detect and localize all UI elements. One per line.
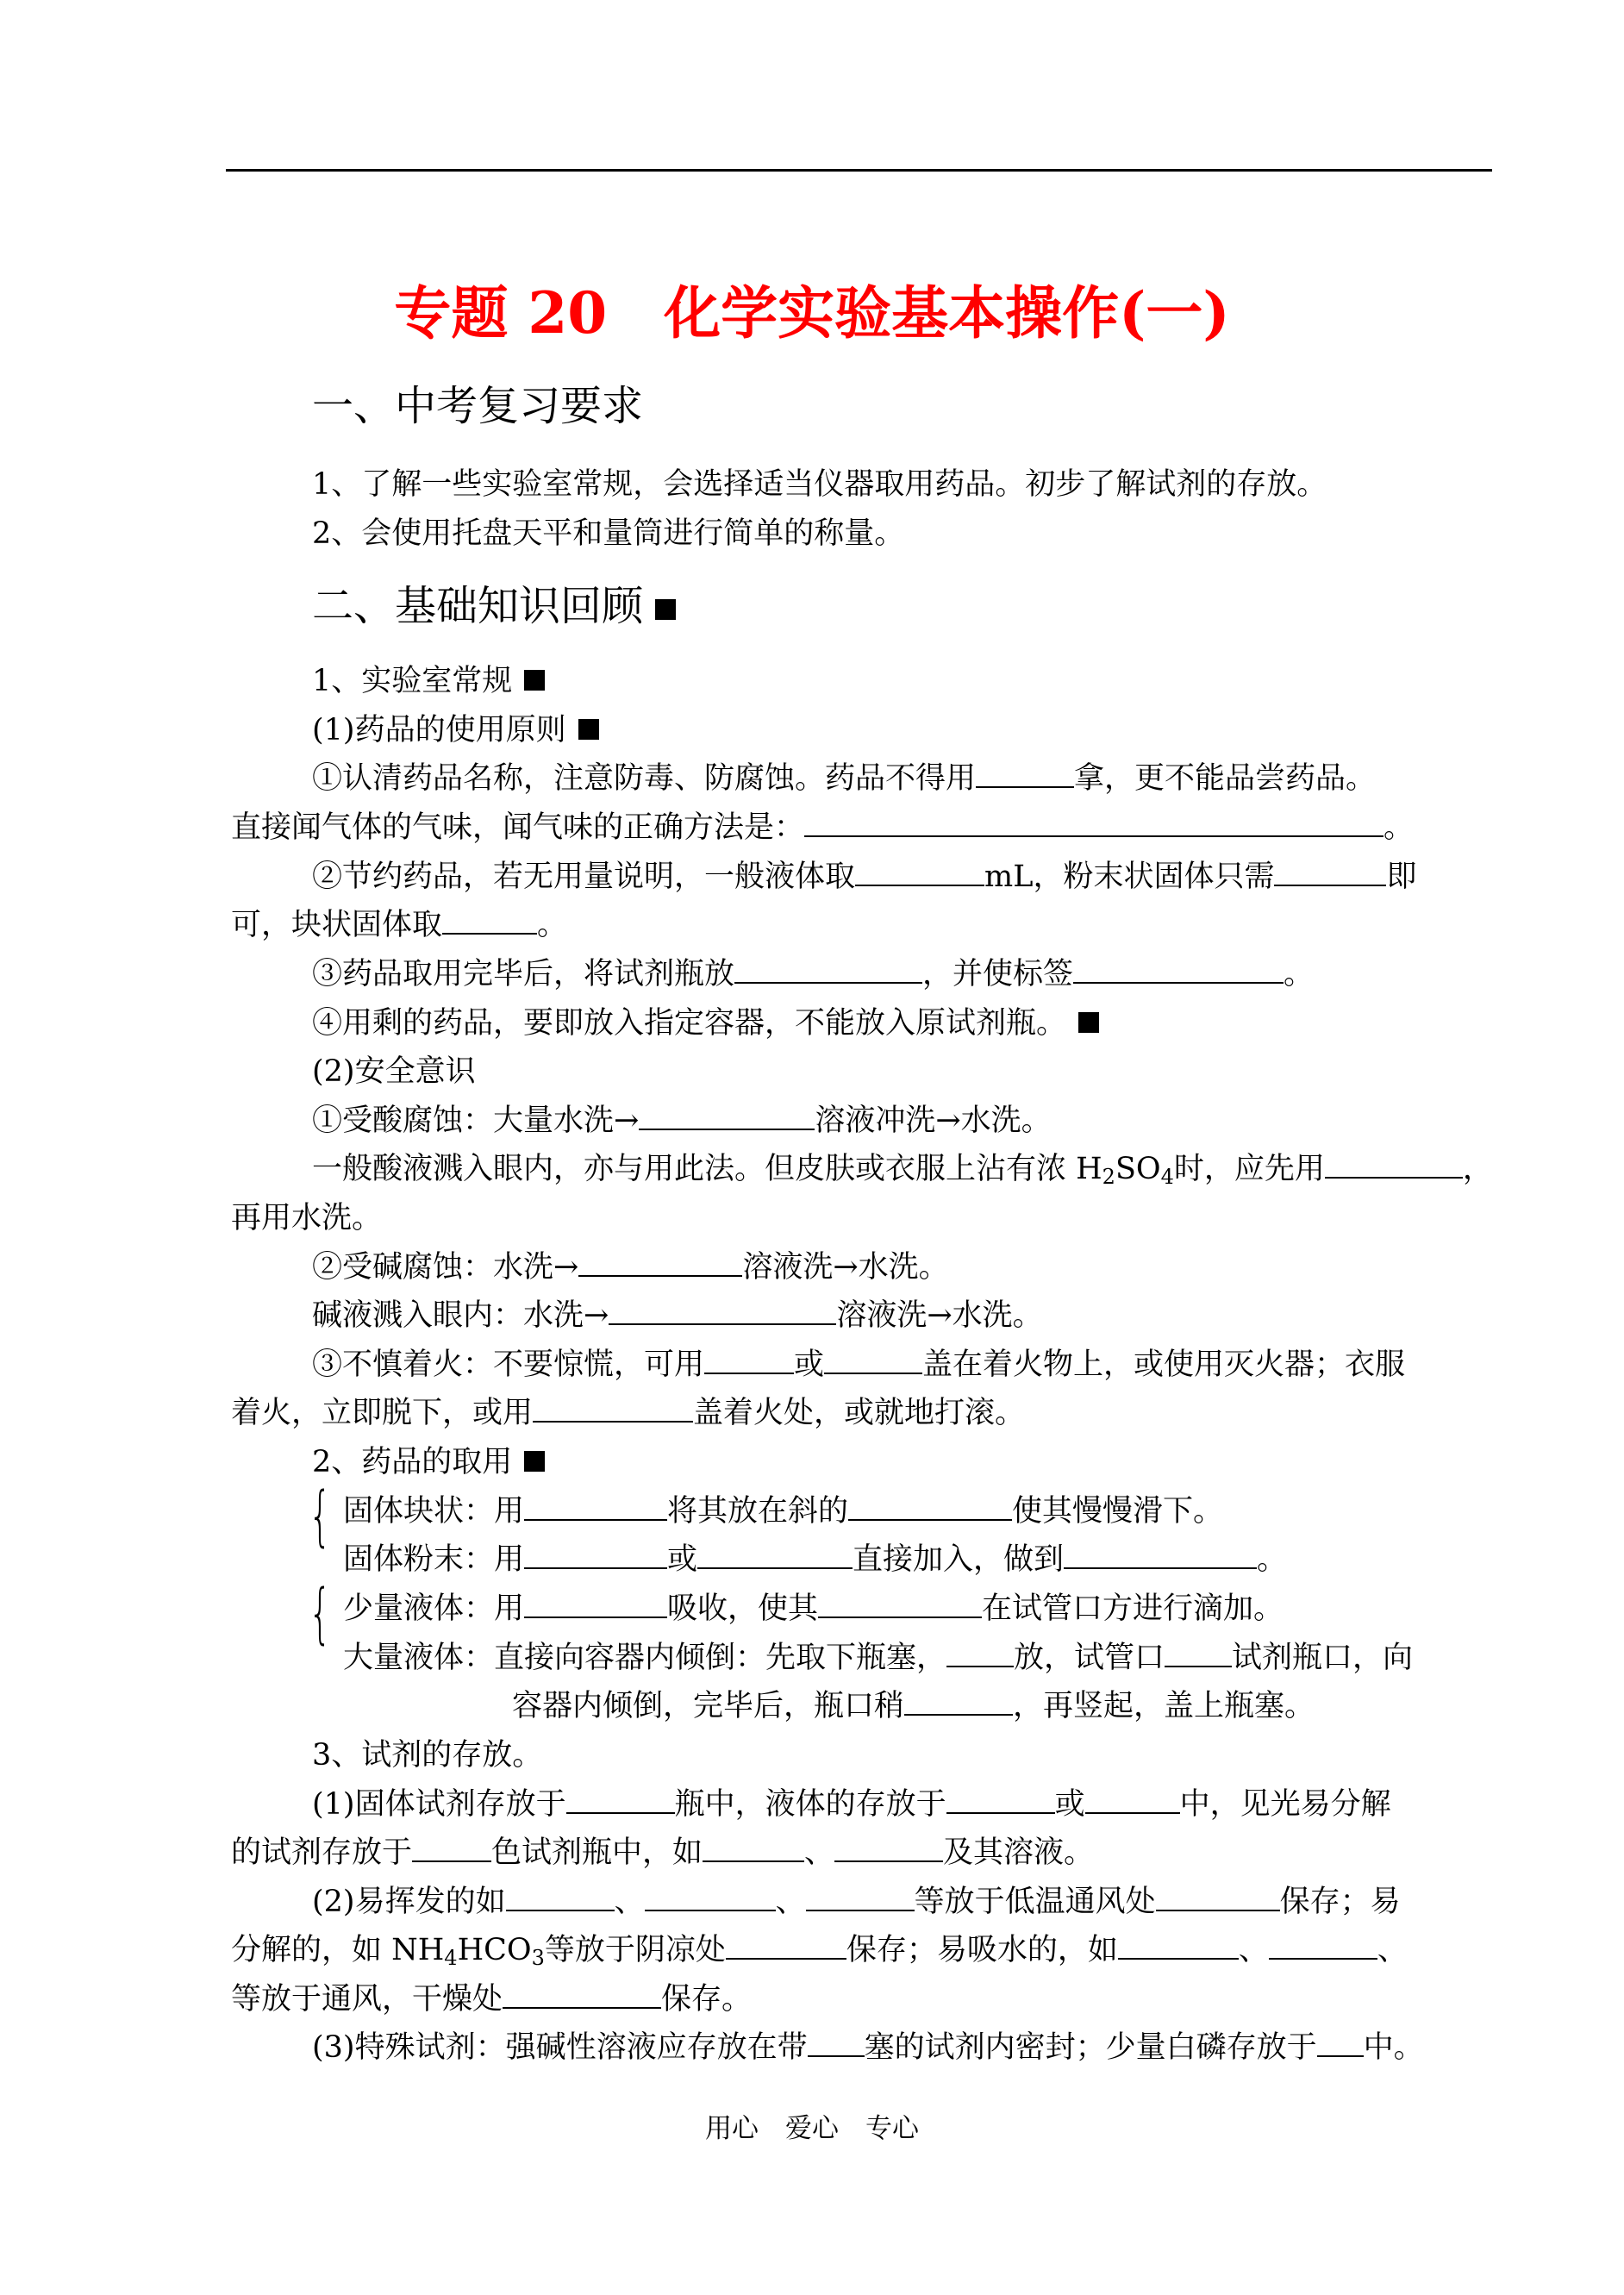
fill-blank[interactable] bbox=[1156, 1884, 1280, 1911]
fill-blank[interactable] bbox=[824, 1347, 922, 1374]
square-mark-icon bbox=[1078, 1012, 1099, 1033]
fill-blank[interactable] bbox=[818, 1591, 982, 1618]
fill-blank[interactable] bbox=[524, 1591, 667, 1618]
text-line: 容器内倾倒，完毕后，瓶口稍 ，再竖起，盖上瓶塞。 bbox=[512, 1689, 1315, 1723]
fill-blank[interactable] bbox=[412, 1835, 491, 1862]
fill-blank[interactable] bbox=[1317, 2029, 1364, 2057]
text-line: 着火，立即脱下，或用 盖着火处，或就地打滚。 bbox=[231, 1396, 1026, 1430]
fill-blank[interactable] bbox=[848, 1493, 1012, 1521]
fill-blank[interactable] bbox=[645, 1884, 776, 1911]
text-line: 碱液溅入眼内：水洗→ 溶液洗→水洗。 bbox=[312, 1298, 1043, 1333]
requirement-2: 2、会使用托盘天平和量筒进行简单的称量。 bbox=[312, 516, 905, 551]
text-line: 大量液体：直接向容器内倾倒：先取下瓶塞， 放，试管口 试剂瓶口，向 bbox=[343, 1641, 1414, 1675]
fill-blank[interactable] bbox=[1118, 1932, 1239, 1960]
page-title: 专题 20 化学实验基本操作(一) bbox=[394, 279, 1230, 347]
fill-blank[interactable] bbox=[834, 1835, 943, 1862]
fill-blank[interactable] bbox=[808, 2029, 865, 2057]
fill-blank[interactable] bbox=[946, 1640, 1014, 1667]
text-line: 直接闻气体的气味，闻气味的正确方法是： 。 bbox=[231, 810, 1415, 845]
fill-blank[interactable] bbox=[1085, 1786, 1180, 1814]
fill-blank[interactable] bbox=[704, 1347, 794, 1374]
text-line: 的试剂存放于 色试剂瓶中，如 、 及其溶液。 bbox=[231, 1835, 1095, 1870]
fill-blank[interactable] bbox=[503, 1981, 661, 2009]
subheading-storage: 3、试剂的存放。 bbox=[312, 1738, 543, 1773]
text-line: (1)固体试剂存放于 瓶中，液体的存放于 或 中，见光易分解 bbox=[312, 1787, 1391, 1822]
square-mark-icon bbox=[655, 599, 676, 620]
text-line: 再用水洗。 bbox=[231, 1201, 383, 1235]
text-line: 可，块状固体取 。 bbox=[231, 908, 568, 942]
fill-blank[interactable] bbox=[904, 1688, 1013, 1716]
fill-blank[interactable] bbox=[946, 1786, 1055, 1814]
section-heading-2: 二、基础知识回顾 bbox=[312, 579, 676, 633]
text-line: 等放于通风，干燥处 保存。 bbox=[231, 1982, 753, 2017]
fill-blank[interactable] bbox=[442, 907, 537, 935]
fill-blank[interactable] bbox=[1073, 956, 1284, 984]
fill-blank[interactable] bbox=[1064, 1541, 1257, 1569]
square-mark-icon bbox=[524, 1451, 545, 1472]
text-line: ④用剩的药品，要即放入指定容器，不能放入原试剂瓶。 bbox=[312, 1004, 1099, 1043]
square-mark-icon bbox=[524, 670, 545, 691]
text-line: (3)特殊试剂：强碱性溶液应存放在带 塞的试剂内密封；少量白磷存放于 中。 bbox=[312, 2030, 1424, 2065]
text-line: 一般酸液溅入眼内，亦与用此法。但皮肤或衣服上沾有浓 $H_2SO_4$时，应先用 ， bbox=[312, 1152, 1493, 1189]
fill-blank[interactable] bbox=[726, 1932, 846, 1960]
fill-blank[interactable] bbox=[609, 1298, 836, 1325]
text-line: (2)易挥发的如 、 、 等放于低温通风处 保存；易 bbox=[312, 1885, 1401, 1919]
fill-blank[interactable] bbox=[524, 1541, 667, 1569]
square-mark-icon bbox=[578, 719, 599, 740]
text-line: ③不慎着火：不要惊慌，可用 或 盖在着火物上，或使用灭火器；衣服 bbox=[312, 1348, 1406, 1382]
subheading-taking-drugs: 2、药品的取用 bbox=[312, 1442, 545, 1482]
text-line: 分解的，如 $NH_4HCO_3$等放于阴凉处 保存；易吸水的，如 、 、 bbox=[231, 1933, 1408, 1970]
fill-blank[interactable] bbox=[697, 1541, 853, 1569]
section-heading-1: 一、中考复习要求 bbox=[312, 382, 644, 430]
left-brace-icon: { bbox=[309, 1477, 332, 1554]
fill-blank[interactable] bbox=[578, 1249, 742, 1277]
fill-blank[interactable] bbox=[1269, 1932, 1377, 1960]
subheading-drug-use: (1)药品的使用原则 bbox=[312, 710, 599, 750]
text-line: 少量液体：用 吸收，使其 在试管口方进行滴加。 bbox=[343, 1591, 1284, 1626]
text-line: ②受碱腐蚀：水洗→ 溶液洗→水洗。 bbox=[312, 1250, 949, 1285]
text-line: ②节约药品，若无用量说明，一般液体取 mL，粉末状固体只需 即 bbox=[312, 860, 1417, 894]
fill-blank[interactable] bbox=[639, 1103, 815, 1130]
fill-blank[interactable] bbox=[734, 956, 922, 984]
fill-blank[interactable] bbox=[566, 1786, 675, 1814]
text-line: ①认清药品名称，注意防毒、防腐蚀。药品不得用 拿，更不能品尝药品。 bbox=[312, 761, 1377, 796]
fill-blank[interactable] bbox=[533, 1395, 693, 1423]
subheading-safety: (2)安全意识 bbox=[312, 1054, 476, 1089]
text-line: 固体粉末：用 或 直接加入，做到 。 bbox=[343, 1542, 1288, 1577]
fill-blank[interactable] bbox=[855, 859, 984, 886]
fill-blank[interactable] bbox=[1165, 1640, 1232, 1667]
fill-blank[interactable] bbox=[1325, 1151, 1463, 1179]
text-line: ③药品取用完毕后，将试剂瓶放 ，并使标签 。 bbox=[312, 957, 1315, 991]
text-line: ①受酸腐蚀：大量水洗→ 溶液冲洗→水洗。 bbox=[312, 1104, 1052, 1138]
fill-blank[interactable] bbox=[506, 1884, 615, 1911]
requirement-1: 1、了解一些实验室常规，会选择适当仪器取用药品。初步了解试剂的存放。 bbox=[312, 467, 1327, 502]
subheading-lab-rules: 1、实验室常规 bbox=[312, 661, 545, 701]
text-line: 固体块状：用 将其放在斜的 使其慢慢滑下。 bbox=[343, 1494, 1224, 1529]
fill-blank[interactable] bbox=[806, 1884, 915, 1911]
fill-blank[interactable] bbox=[804, 810, 1384, 837]
fill-blank[interactable] bbox=[703, 1835, 804, 1862]
left-brace-icon: { bbox=[309, 1574, 332, 1651]
fill-blank[interactable] bbox=[976, 760, 1074, 788]
header-rule bbox=[226, 169, 1492, 172]
page-footer: 用心 爱心 专心 bbox=[705, 2113, 919, 2144]
fill-blank[interactable] bbox=[1274, 859, 1386, 886]
fill-blank[interactable] bbox=[524, 1493, 667, 1521]
